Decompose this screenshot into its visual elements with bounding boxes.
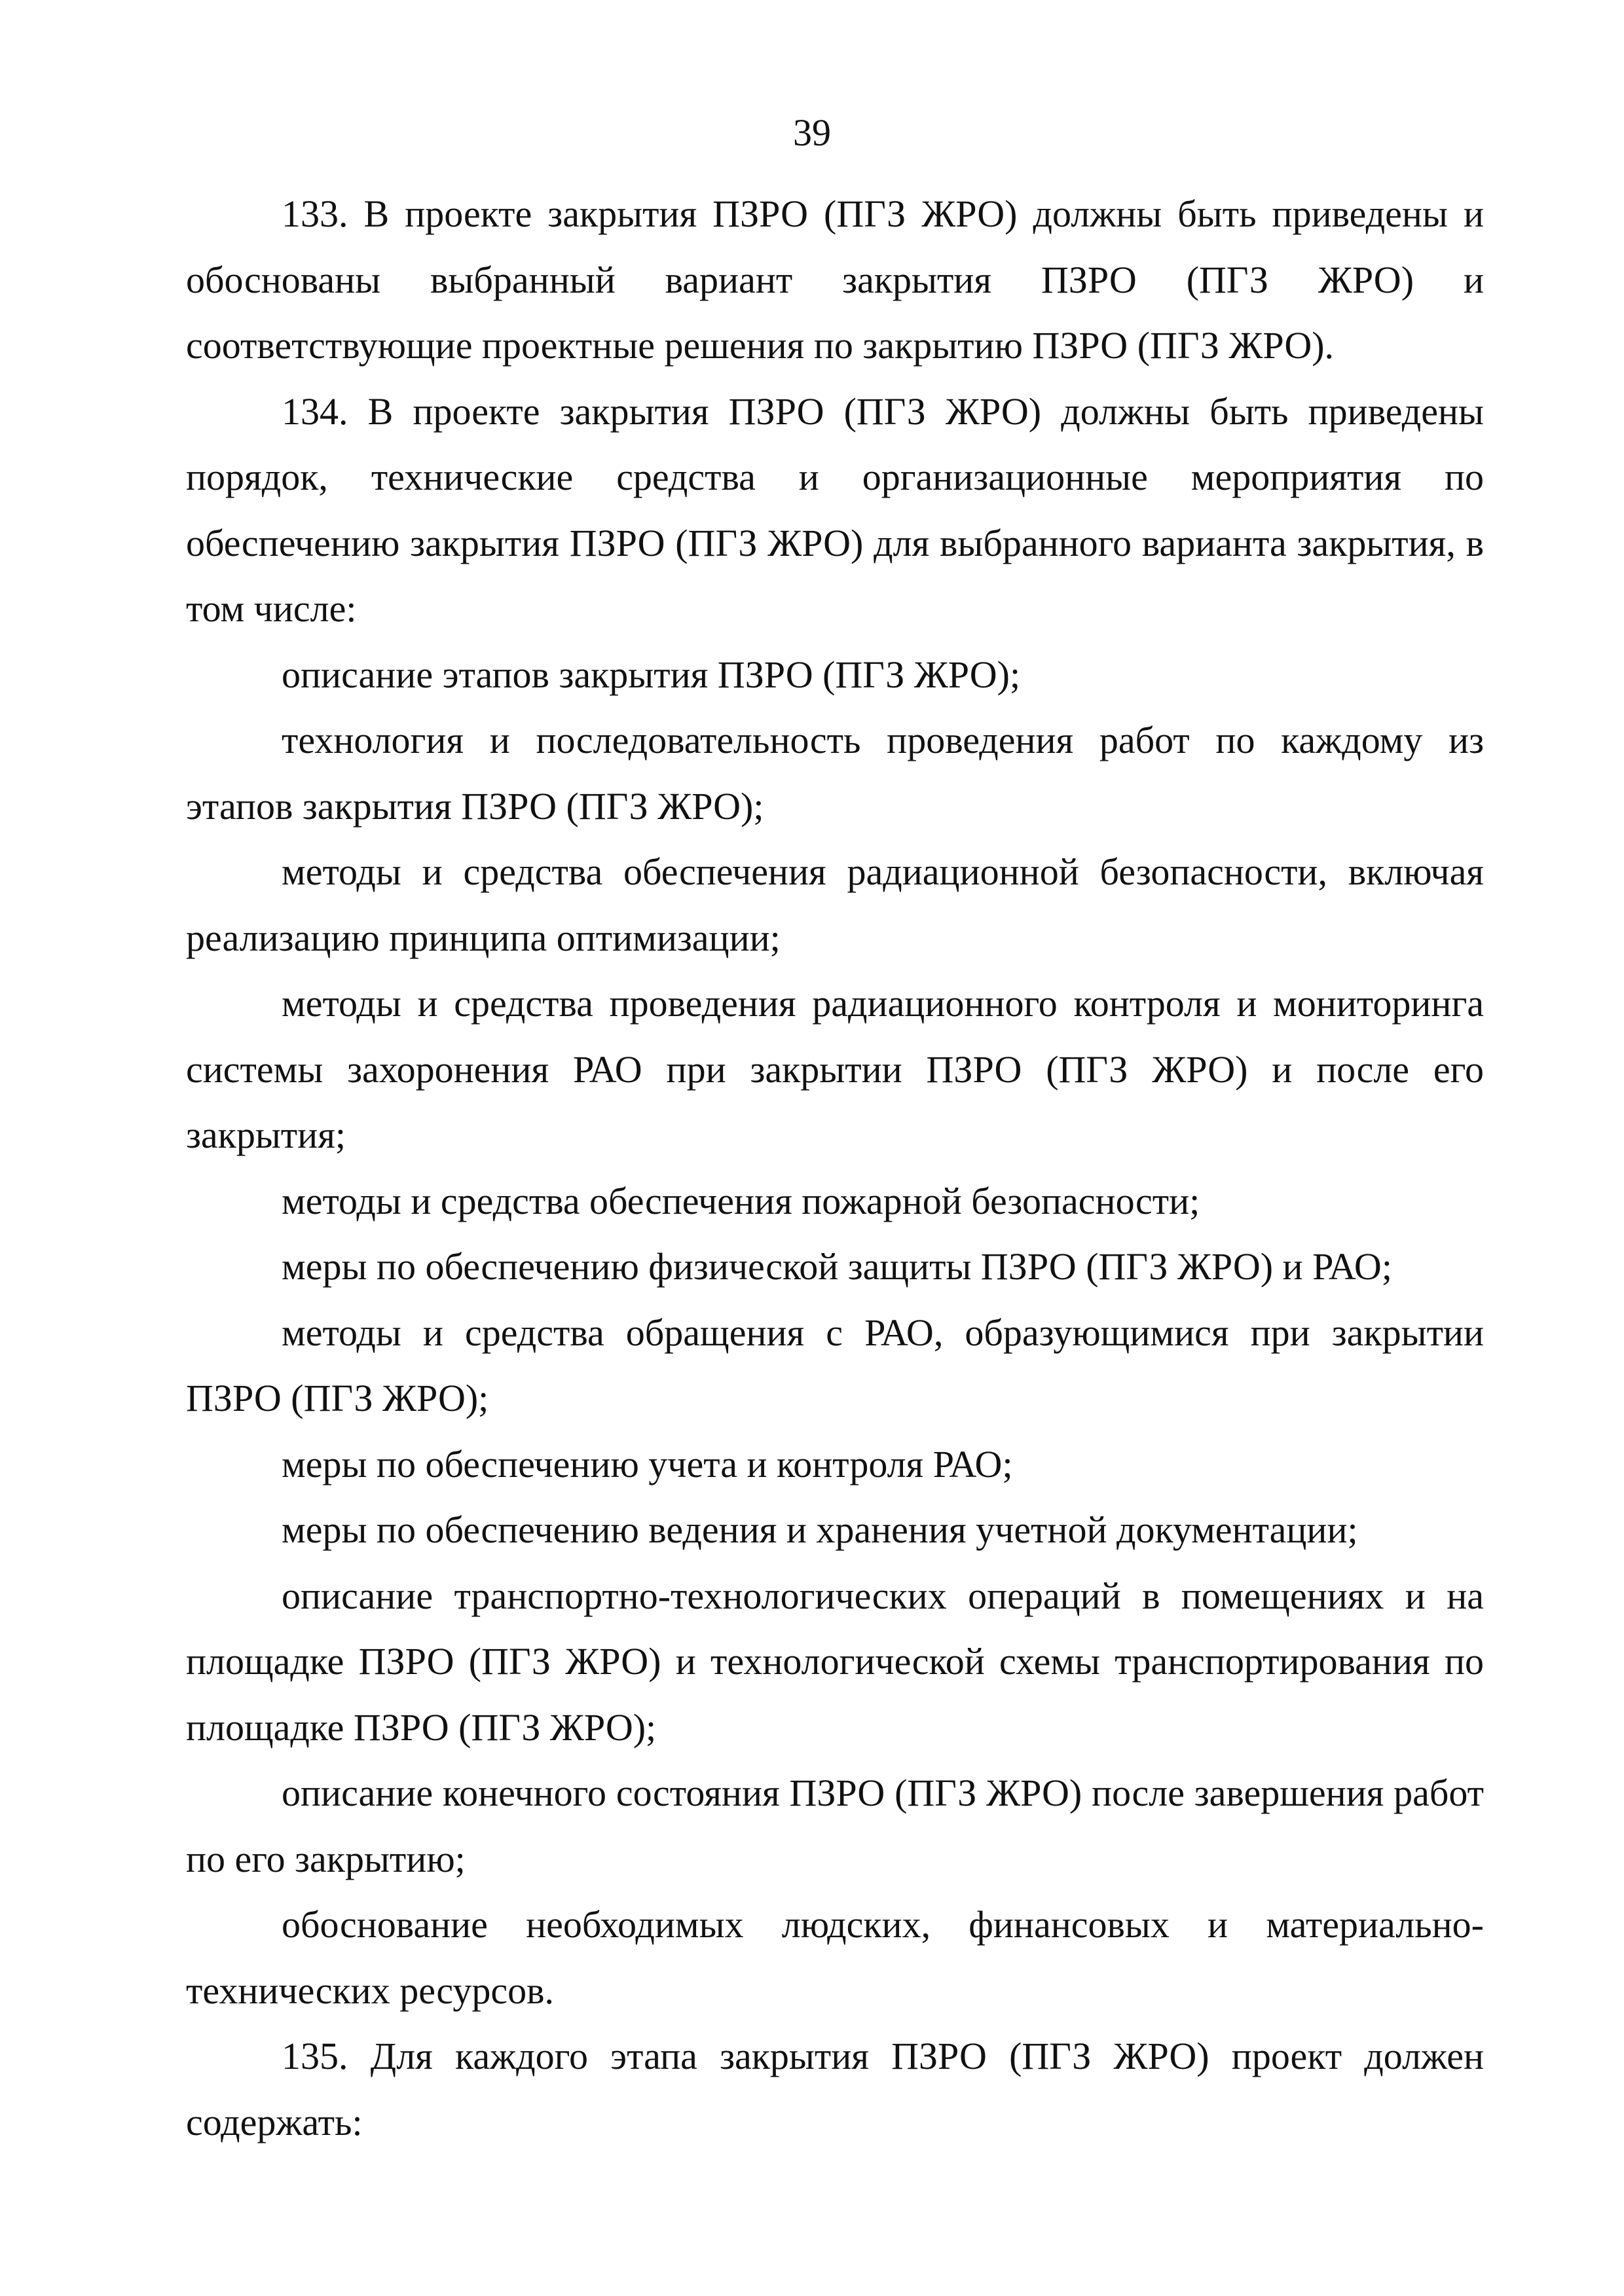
list-item: методы и средства обеспечения радиационной безопасности, включая реализацию принципа оптимизации;	[186, 850, 1484, 959]
list-item: описание конечного состояния ПЗРО (ПГЗ ЖРО) после завершения работ по его закрытию;	[186, 1772, 1484, 1880]
list-item: методы и средства обращения с РАО, образующимися при закрытии ПЗРО (ПГЗ ЖРО);	[186, 1311, 1484, 1419]
list-item: меры по обеспечению учета и контроля РАО;	[282, 1442, 1013, 1485]
list-item: описание этапов закрытия ПЗРО (ПГЗ ЖРО);	[282, 653, 1021, 696]
paragraph-133: 133. В проекте закрытия ПЗРО (ПГЗ ЖРО) должны быть приведены и обоснованы выбранный вариант закрытия ПЗРО (ПГЗ ЖРО) и соответствующие проектные решения по закрытию ПЗРО (ПГЗ ЖРО).	[186, 192, 1484, 367]
list-item: методы и средства проведения радиационного контроля и мониторинга системы захоронения РАО при закрытии ПЗРО (ПГЗ ЖРО) и после его закрытия;	[186, 982, 1484, 1156]
list-item: методы и средства обеспечения пожарной безопасности;	[282, 1179, 1200, 1222]
list-item: обоснование необходимых людских, финансовых и материально-технических ресурсов.	[186, 1903, 1484, 2012]
document-body	[186, 181, 1484, 2155]
paragraph-134: 134. В проекте закрытия ПЗРО (ПГЗ ЖРО) должны быть приведены порядок, технические средства и организационные мероприятия по обеспечению закрытия ПЗРО (ПГЗ ЖРО) для выбранного варианта закрытия, в том числе:	[186, 390, 1484, 630]
page-number: 39	[793, 111, 831, 154]
list-item: меры по обеспечению ведения и хранения учетной документации;	[282, 1508, 1358, 1551]
list-item: описание транспортно-технологических операций в помещениях и на площадке ПЗРО (ПГЗ ЖРО) и технологической схемы транспортирования по площадке ПЗРО (ПГЗ ЖРО);	[186, 1574, 1484, 1749]
list-item: технология и последовательность проведения работ по каждому из этапов закрытия ПЗРО (ПГЗ ЖРО);	[186, 719, 1484, 828]
paragraph-135: 135. Для каждого этапа закрытия ПЗРО (ПГЗ ЖРО) проект должен содержать:	[186, 2035, 1484, 2143]
list-item: меры по обеспечению физической защиты ПЗРО (ПГЗ ЖРО) и РАО;	[282, 1245, 1392, 1288]
